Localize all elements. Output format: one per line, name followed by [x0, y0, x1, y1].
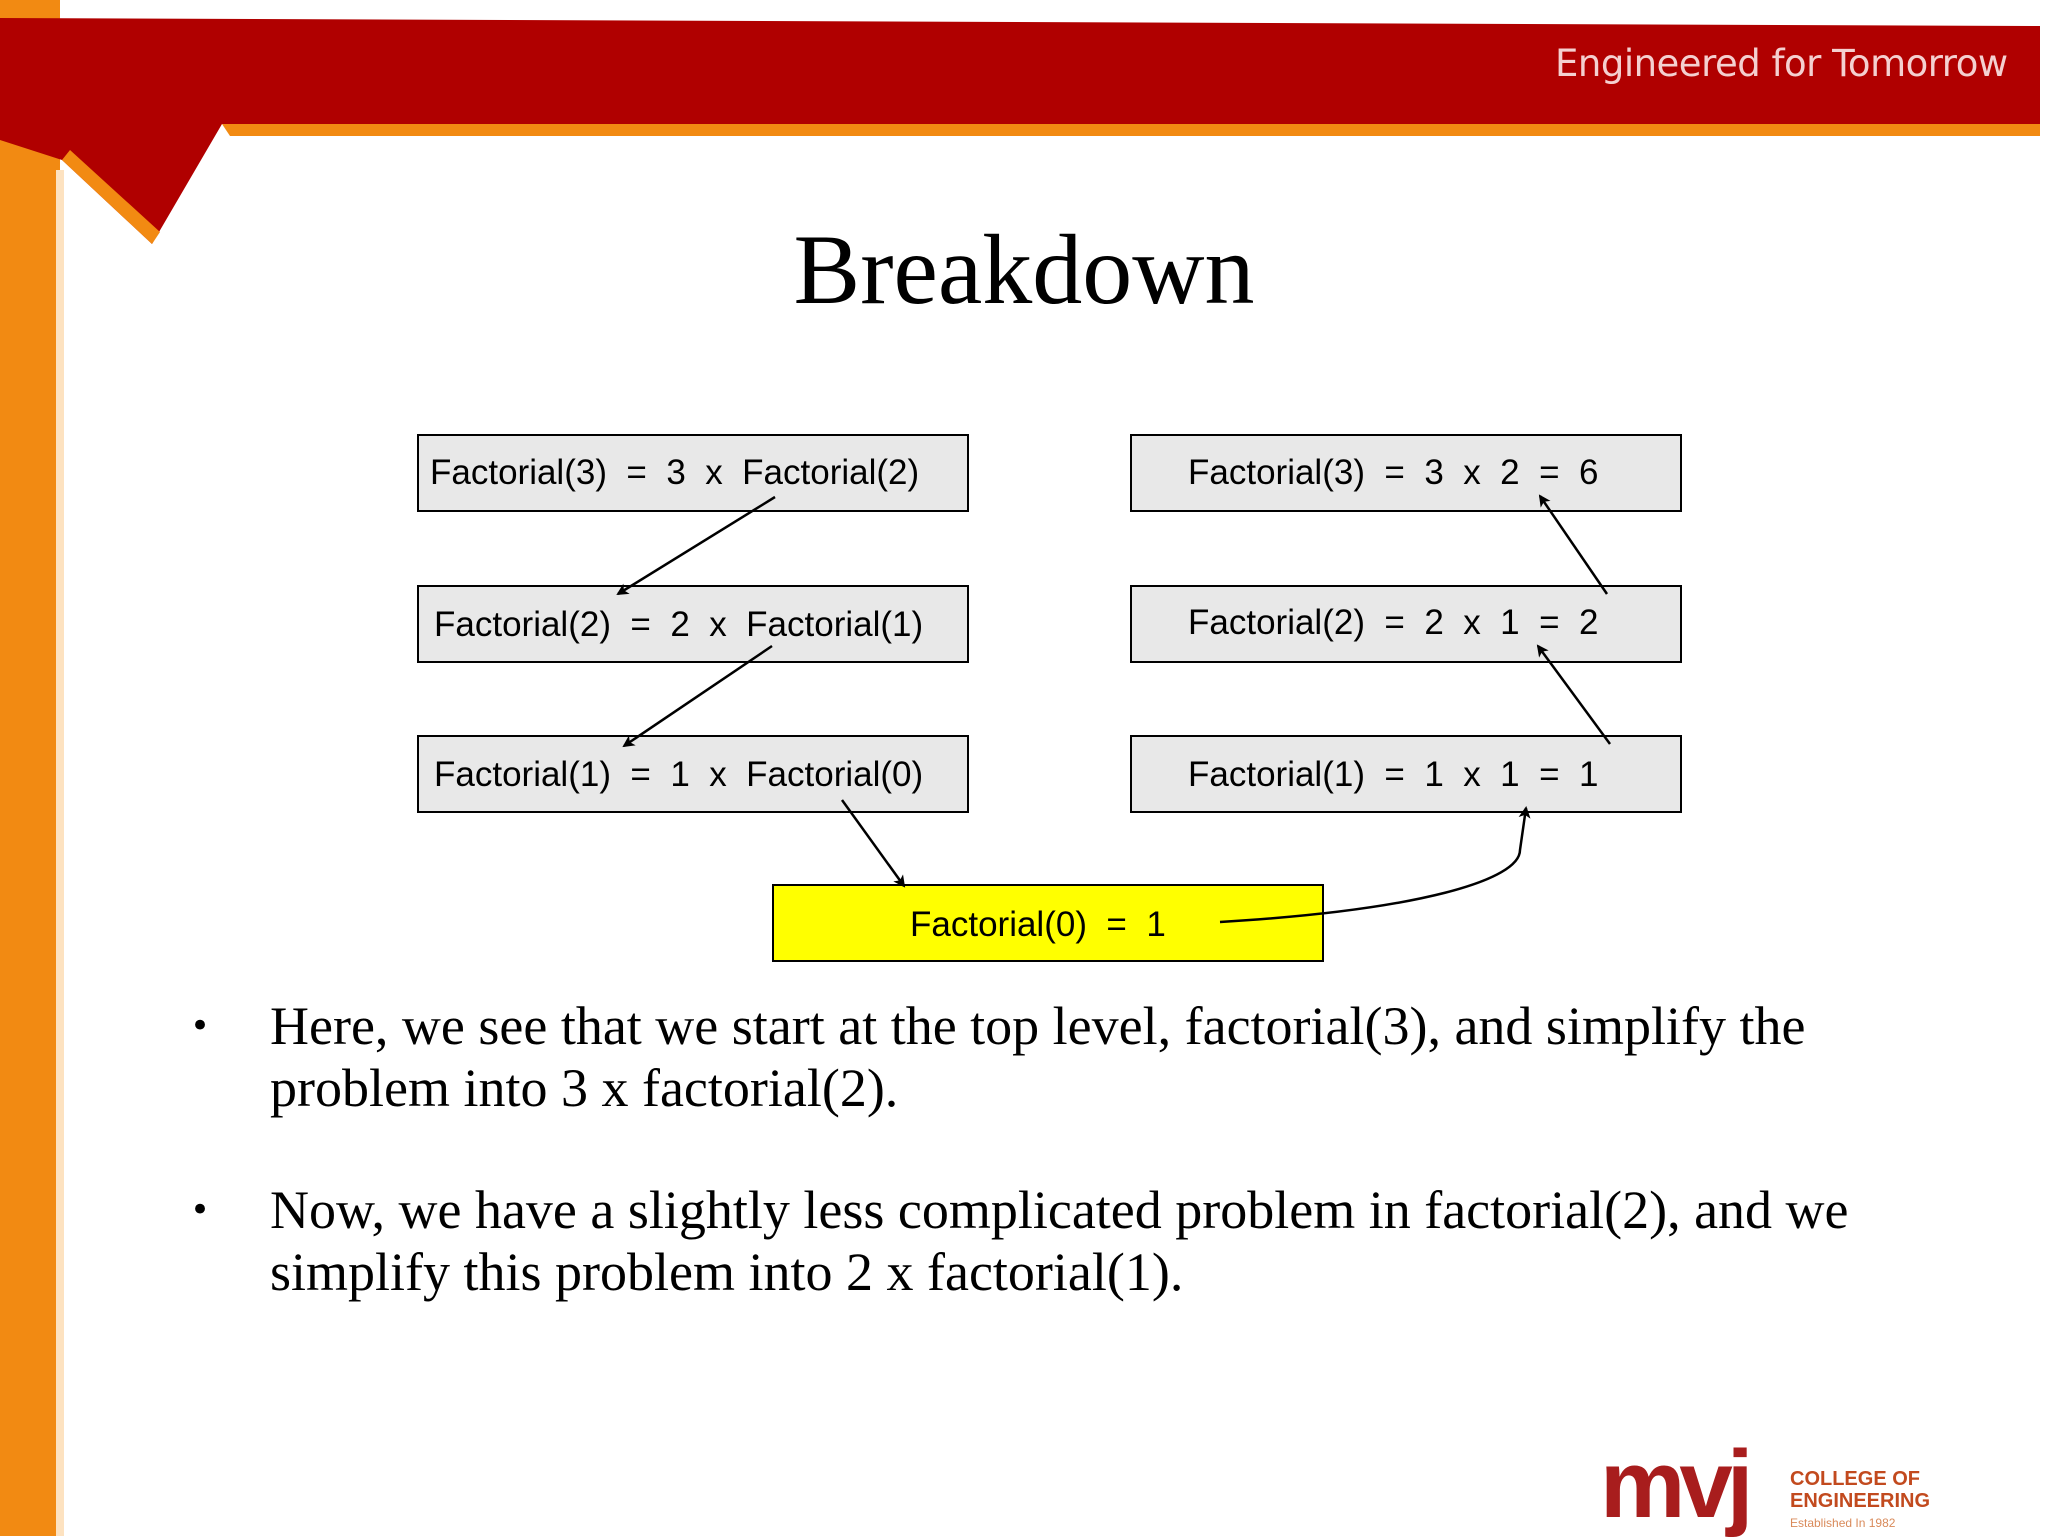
right-box-1-text: Factorial(3) = 3 x 2 = 6: [1188, 453, 1599, 492]
logo-line-2: ENGINEERING: [1790, 1490, 1931, 1512]
college-logo: [1600, 1431, 1940, 1538]
bullet-text-2: Now, we have a slightly less complicated problem in factorial(2), and we simplify this problem into 2 x factorial(1).: [270, 1180, 1849, 1302]
slide-title: Breakdown: [793, 214, 1255, 325]
right-box-3: [1131, 736, 1681, 812]
right-box-1: [1131, 435, 1681, 511]
base-case-text: Factorial(0) = 1: [910, 905, 1166, 944]
bullet-item-2: [190, 1179, 1990, 1303]
right-box-3-text: Factorial(1) = 1 x 1 = 1: [1188, 755, 1599, 794]
logo-mark: mvj: [1600, 1431, 1748, 1538]
bullet-dot: •: [190, 1190, 211, 1230]
left-box-2: [418, 586, 968, 662]
bullet-dot: •: [190, 1006, 211, 1046]
logo-line-1: COLLEGE OF: [1790, 1468, 1920, 1490]
base-case-box: [773, 885, 1323, 961]
logo-line-3: Established In 1982: [1790, 1516, 1896, 1530]
left-box-2-text: Factorial(2) = 2 x Factorial(1): [434, 605, 924, 644]
bullet-item-1: [190, 995, 1990, 1119]
left-box-3-text: Factorial(1) = 1 x Factorial(0): [434, 755, 924, 794]
right-box-2-text: Factorial(2) = 2 x 1 = 2: [1188, 603, 1599, 642]
left-box-1: [418, 435, 968, 511]
logo-text: [1790, 1468, 1930, 1534]
header-tagline: Engineered for Tomorrow: [1555, 42, 2008, 85]
right-box-2: [1131, 586, 1681, 662]
bullet-text-1: Here, we see that we start at the top level, factorial(3), and simplify the problem into 3 x factorial(2).: [270, 996, 1806, 1118]
bullet-list: [190, 995, 1990, 1363]
left-box-1-text: Factorial(3) = 3 x Factorial(2): [430, 453, 920, 492]
left-box-3: [418, 736, 968, 812]
